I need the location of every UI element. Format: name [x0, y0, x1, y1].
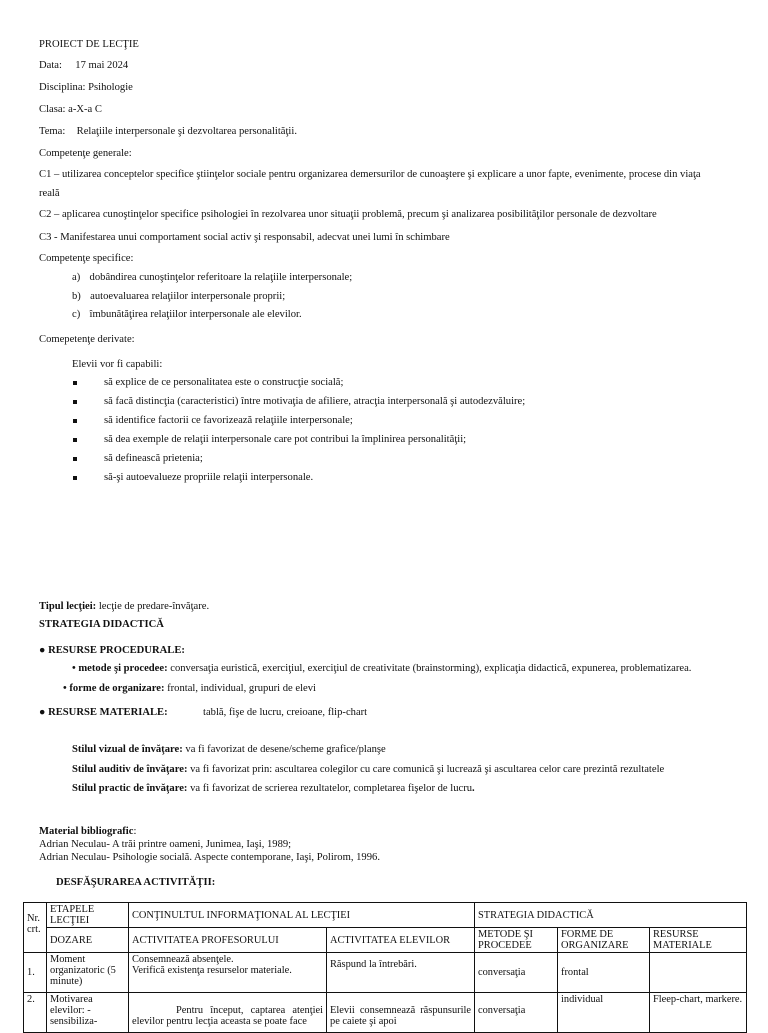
- competence-c1-line1: C1 – utilizarea conceptelor specifice ştiinţelor sociale pentru organizarea demersurilor de cunoaştere şi explicare a unor fapte, evenimente, procese din viaţa: [39, 169, 701, 180]
- square-bullet-icon: [73, 476, 77, 480]
- header-strategy: STRATEGIA DIDACTICĂ: [475, 903, 747, 928]
- item-text: îmbunătăţirea relaţiilor interpersonale ale elevilor.: [89, 309, 302, 320]
- table-row: [24, 993, 747, 1033]
- bullet-icon: ●: [39, 645, 46, 656]
- row-nr: 1.: [24, 953, 47, 993]
- header-student-activity: ACTIVITATEA ELEVILOR: [327, 928, 475, 953]
- item-marker: c): [72, 309, 81, 320]
- header-resources: RESURSE MATERIALE: [650, 928, 747, 953]
- auditory-style-label: Stilul auditiv de învăţare:: [72, 764, 188, 775]
- specific-competence-item: [72, 308, 302, 322]
- row-student-activity: Răspund la întrebări.: [327, 953, 475, 993]
- lesson-type-value: lecţie de predare-învăţare.: [98, 601, 210, 612]
- header-forms: FORME DE ORGANIZARE: [558, 928, 650, 953]
- row-teacher-activity: Pentru început, captarea atenţiei elevilor pentru lecţia aceasta se poate face: [129, 993, 327, 1033]
- methods-line: [72, 662, 691, 676]
- row-stage: Moment organizatoric (5 minute): [47, 953, 129, 993]
- visual-style-line: [72, 743, 386, 757]
- date-label: Data:: [39, 60, 62, 71]
- square-bullet-icon: [73, 419, 77, 423]
- lesson-title: PROIECT DE LECŢIE: [39, 39, 139, 50]
- item-marker: b): [72, 291, 81, 302]
- bibliography-colon: :: [133, 826, 137, 837]
- practical-style-label: Stilul practic de învăţare:: [72, 783, 188, 794]
- specific-competence-item: [72, 271, 352, 285]
- date-value: 17 mai 2024: [75, 60, 129, 71]
- forms-line: [63, 682, 316, 696]
- derived-competences-heading: Comepetenţe derivate:: [39, 334, 135, 345]
- material-resources-value: tablă, fişe de lucru, creioane, flip-chart: [203, 707, 368, 718]
- teacher-line: Verifică existenţa resurselor materiale.: [132, 965, 292, 976]
- teacher-line: Consemnează absenţele.: [132, 954, 234, 965]
- theme-value: Relaţiile interpersonale şi dezvoltarea personalităţii.: [76, 126, 297, 137]
- practical-style-line: [72, 782, 475, 796]
- methods-value: conversaţia euristică, exerciţiul, exerciţiul de creativitate (brainstorming), explicaţia didactică, expunerea, problematizarea.: [170, 663, 692, 674]
- square-bullet-icon: [73, 457, 77, 461]
- visual-style-label: Stilul vizual de învăţare:: [72, 744, 183, 755]
- derived-item: să-şi autoevalueze propriile relaţii interpersonale.: [104, 472, 314, 483]
- lesson-type-line: [39, 600, 209, 614]
- auditory-style-line: [72, 763, 664, 777]
- bibliography-item: Adrian Neculau- A trăi printre oameni, Junimea, Iaşi, 1989;: [39, 839, 292, 850]
- header-teacher-activity: ACTIVITATEA PROFESORULUI: [129, 928, 327, 953]
- table-subheader-row: [24, 928, 747, 953]
- bullet-icon: ●: [39, 707, 46, 718]
- item-text: dobândirea cunoştinţelor referitoare la relaţiile interpersonale;: [89, 272, 353, 283]
- header-content: CONŢINULTUL INFORMAŢIONAL AL LECŢIEI: [129, 903, 475, 928]
- square-bullet-icon: [73, 400, 77, 404]
- forms-value: frontal, individual, grupuri de elevi: [167, 683, 316, 694]
- discipline-line: Disciplina: Psihologie: [39, 82, 133, 93]
- strategy-heading: STRATEGIA DIDACTICĂ: [39, 619, 164, 630]
- derived-item: să definească prietenia;: [104, 453, 203, 464]
- general-competences-heading: Competenţe generale:: [39, 148, 132, 159]
- bibliography-heading: [39, 825, 136, 839]
- table-row: [24, 953, 747, 993]
- derived-item: să facă distincţia (caracteristici) între motivaţia de afiliere, atracţia interpersonală şi autodezvăluire;: [104, 396, 526, 407]
- row-forms: individual: [558, 993, 650, 1033]
- material-resources-line: [39, 706, 168, 720]
- header-dosage: DOZARE: [47, 928, 129, 953]
- derived-intro: Elevii vor fi capabili:: [72, 359, 163, 370]
- forms-label: • forme de organizare:: [63, 683, 165, 694]
- competence-c2: C2 – aplicarea cunoştinţelor specifice psihologiei în rezolvarea unor situaţii problemă, precum şi analizarea posibilităţilor personale de dezvoltare: [39, 209, 657, 220]
- competence-c1-line2: reală: [39, 188, 60, 199]
- lesson-type-label: Tipul lecţiei:: [39, 601, 97, 612]
- table-header-row: [24, 903, 747, 928]
- row-nr: 2.: [24, 993, 47, 1033]
- header-nr: Nr. crt.: [24, 903, 47, 953]
- procedural-resources-label: RESURSE PROCEDURALE:: [48, 645, 185, 656]
- row-resources: Fleep-chart, markere.: [650, 993, 747, 1033]
- header-methods: METODE ŞI PROCEDEE: [475, 928, 558, 953]
- activity-heading: DESFĂŞURAREA ACTIVITĂŢII:: [56, 877, 216, 888]
- class-line: Clasa: a-X-a C: [39, 104, 102, 115]
- theme-line: [39, 125, 297, 139]
- date-line: [39, 59, 128, 73]
- derived-item: să identifice factorii ce favorizează relaţiile interpersonale;: [104, 415, 353, 426]
- row-resources: [650, 953, 747, 993]
- derived-item: să dea exemple de relaţii interpersonale care pot contribui la împlinirea personalităţii;: [104, 434, 467, 445]
- item-text: autoevaluarea relaţiilor interpersonale proprii;: [90, 291, 286, 302]
- competence-c3: C3 - Manifestarea unui comportament social activ şi responsabil, adecvat unei lumi în schimbare: [39, 232, 450, 243]
- specific-competence-item: [72, 290, 285, 304]
- practical-style-value: va fi favorizat de scrierea rezultatelor, completarea fişelor de lucru: [190, 783, 473, 794]
- derived-item: să explice de ce personalitatea este o construcţie socială;: [104, 377, 344, 388]
- visual-style-value: va fi favorizat de desene/scheme grafice/planşe: [185, 744, 386, 755]
- theme-label: Tema:: [39, 126, 66, 137]
- row-forms: frontal: [558, 953, 650, 993]
- procedural-resources-line: [39, 644, 185, 658]
- square-bullet-icon: [73, 381, 77, 385]
- material-resources-label: RESURSE MATERIALE:: [48, 707, 168, 718]
- bibliography-item: Adrian Neculau- Psihologie socială. Aspecte contemporane, Iaşi, Polirom, 1996.: [39, 852, 380, 863]
- row-methods: conversaţia: [475, 993, 558, 1033]
- row-teacher-activity: [129, 953, 327, 993]
- square-bullet-icon: [73, 438, 77, 442]
- methods-label: • metode şi procedee:: [72, 663, 168, 674]
- practical-style-end: .: [472, 783, 475, 794]
- activity-table: [23, 902, 747, 1033]
- row-student-activity: Elevii consemnează răspunsurile pe caiete şi apoi: [327, 993, 475, 1033]
- row-stage: Motivarea elevilor: - sensibiliza-: [47, 993, 129, 1033]
- specific-competences-heading: Competenţe specifice:: [39, 253, 134, 264]
- auditory-style-value: va fi favorizat prin: ascultarea colegilor cu care comunică şi lucrează şi ascultarea celor care prezintă rezultatele: [190, 764, 665, 775]
- row-methods: conversaţia: [475, 953, 558, 993]
- header-stages: ETAPELE LECŢIEI: [47, 903, 129, 928]
- item-marker: a): [72, 272, 81, 283]
- bibliography-label: Material bibliografic: [39, 826, 134, 837]
